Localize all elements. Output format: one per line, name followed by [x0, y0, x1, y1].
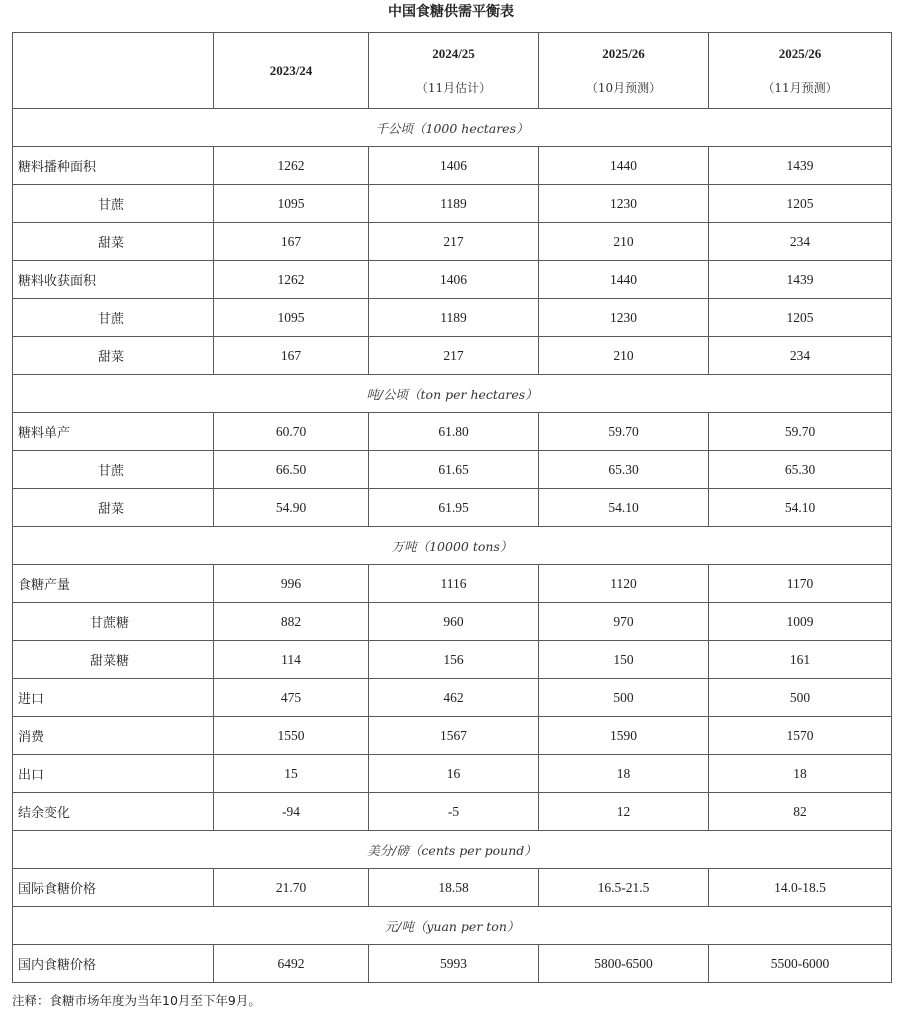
row-label: 糖料收获面积: [13, 261, 214, 299]
table-cell: -94: [214, 793, 369, 831]
row-label: 甘蔗: [13, 185, 214, 223]
table-cell: 1120: [539, 565, 709, 603]
row-label: 甘蔗: [13, 451, 214, 489]
table-cell: 970: [539, 603, 709, 641]
row-label: 食糖产量: [13, 565, 214, 603]
table-cell: 1590: [539, 717, 709, 755]
table-cell: 5500-6000: [709, 945, 892, 983]
row-label: 甘蔗糖: [13, 603, 214, 641]
header-col-2025-26-oct-forecast: [539, 33, 709, 109]
table-cell: 15: [214, 755, 369, 793]
header-col-2025-26-nov-forecast: [709, 33, 892, 109]
table-cell: 61.80: [369, 413, 539, 451]
unit-label: 千公顷（1000 hectares）: [13, 109, 892, 147]
header-subtitle: （11月估计）: [415, 80, 492, 95]
unit-row-yield: [13, 375, 892, 413]
table-cell: 12: [539, 793, 709, 831]
table-row: [13, 793, 892, 831]
table-cell: 1550: [214, 717, 369, 755]
table-row: [13, 679, 892, 717]
table-cell: 114: [214, 641, 369, 679]
row-label: 结余变化: [13, 793, 214, 831]
unit-row-cents: [13, 831, 892, 869]
page-title: 中国食糖供需平衡表: [388, 4, 514, 20]
table-cell: 5800-6500: [539, 945, 709, 983]
table-cell: 60.70: [214, 413, 369, 451]
table-cell: 161: [709, 641, 892, 679]
table-cell: 61.65: [369, 451, 539, 489]
footnote: 注释：食糖市场年度为当年10月至下年9月。: [12, 993, 261, 1008]
table-cell: 1205: [709, 185, 892, 223]
row-label: 国际食糖价格: [13, 869, 214, 907]
table-cell: 475: [214, 679, 369, 717]
table-cell: 1567: [369, 717, 539, 755]
row-label: 甜菜: [13, 223, 214, 261]
row-label: 出口: [13, 755, 214, 793]
table-cell: 21.70: [214, 869, 369, 907]
row-label: 甜菜: [13, 337, 214, 375]
table-cell: 65.30: [539, 451, 709, 489]
unit-label: 万吨（10000 tons）: [13, 527, 892, 565]
table-cell: 1205: [709, 299, 892, 337]
table-row: [13, 413, 892, 451]
table-cell: 65.30: [709, 451, 892, 489]
table-row: [13, 185, 892, 223]
table-cell: 1570: [709, 717, 892, 755]
table-cell: 1095: [214, 185, 369, 223]
table-cell: 960: [369, 603, 539, 641]
table-row: [13, 717, 892, 755]
table-cell: 82: [709, 793, 892, 831]
header-subtitle: （10月预测）: [585, 80, 662, 95]
row-label: 糖料单产: [13, 413, 214, 451]
header-year: 2024/25: [432, 45, 475, 61]
table-row: [13, 223, 892, 261]
header-year: 2023/24: [269, 62, 313, 78]
row-label: 国内食糖价格: [13, 945, 214, 983]
table-row: [13, 451, 892, 489]
table-cell: 18: [709, 755, 892, 793]
table-cell: 500: [539, 679, 709, 717]
table-row: [13, 945, 892, 983]
table-cell: 167: [214, 337, 369, 375]
table-row: [13, 489, 892, 527]
table-cell: 54.10: [539, 489, 709, 527]
table-cell: 150: [539, 641, 709, 679]
table-cell: 1189: [369, 185, 539, 223]
header-year: 2025/26: [602, 45, 645, 61]
table-cell: 210: [539, 337, 709, 375]
table-cell: 167: [214, 223, 369, 261]
table-cell: 1116: [369, 565, 539, 603]
table-cell: 1440: [539, 147, 709, 185]
table-cell: 5993: [369, 945, 539, 983]
row-label: 糖料播种面积: [13, 147, 214, 185]
table-cell: 18: [539, 755, 709, 793]
row-label: 甜菜: [13, 489, 214, 527]
table-cell: 1230: [539, 185, 709, 223]
table-cell: 156: [369, 641, 539, 679]
table-cell: 1009: [709, 603, 892, 641]
table-row: [13, 603, 892, 641]
header-col-2023-24: [214, 33, 369, 109]
table-cell: 54.90: [214, 489, 369, 527]
table-row: [13, 337, 892, 375]
unit-row-tons: [13, 527, 892, 565]
header-year: 2025/26: [778, 45, 822, 61]
unit-label: 美分/磅（cents per pound）: [13, 831, 892, 869]
table-row: [13, 299, 892, 337]
unit-row-area: [13, 109, 892, 147]
table-cell: 1440: [539, 261, 709, 299]
unit-label: 吨/公顷（ton per hectares）: [13, 375, 892, 413]
unit-label: 元/吨（yuan per ton）: [13, 907, 892, 945]
table-cell: -5: [369, 793, 539, 831]
row-label: 甘蔗: [13, 299, 214, 337]
table-row: [13, 869, 892, 907]
table-cell: 59.70: [539, 413, 709, 451]
table-cell: 1406: [369, 261, 539, 299]
table-cell: 996: [214, 565, 369, 603]
table-cell: 234: [709, 223, 892, 261]
row-label: 消费: [13, 717, 214, 755]
table-cell: 6492: [214, 945, 369, 983]
table-row: [13, 755, 892, 793]
header-corner-cell: [13, 33, 214, 109]
table-cell: 54.10: [709, 489, 892, 527]
header-col-2024-25-estimate: [369, 33, 539, 109]
header-subtitle: （11月预测）: [762, 80, 838, 95]
table-header-row: [13, 33, 892, 109]
table-cell: 234: [709, 337, 892, 375]
table-cell: 1230: [539, 299, 709, 337]
table-cell: 210: [539, 223, 709, 261]
table-cell: 16.5-21.5: [539, 869, 709, 907]
table-cell: 14.0-18.5: [709, 869, 892, 907]
table-cell: 66.50: [214, 451, 369, 489]
table-row: [13, 261, 892, 299]
table-cell: 1439: [709, 261, 892, 299]
table-row: [13, 147, 892, 185]
row-label: 进口: [13, 679, 214, 717]
table-cell: 1262: [214, 261, 369, 299]
unit-row-yuan: [13, 907, 892, 945]
table-row: [13, 565, 892, 603]
table-row: [13, 641, 892, 679]
table-cell: 1406: [369, 147, 539, 185]
table-cell: 462: [369, 679, 539, 717]
table-cell: 18.58: [369, 869, 539, 907]
table-cell: 16: [369, 755, 539, 793]
table-cell: 882: [214, 603, 369, 641]
table-cell: 59.70: [709, 413, 892, 451]
table-cell: 61.95: [369, 489, 539, 527]
table-cell: 1189: [369, 299, 539, 337]
table-cell: 217: [369, 337, 539, 375]
table-cell: 1439: [709, 147, 892, 185]
table-cell: 1095: [214, 299, 369, 337]
row-label: 甜菜糖: [13, 641, 214, 679]
table-cell: 1262: [214, 147, 369, 185]
table-cell: 500: [709, 679, 892, 717]
table-cell: 217: [369, 223, 539, 261]
sugar-balance-table: [12, 32, 892, 983]
table-cell: 1170: [709, 565, 892, 603]
